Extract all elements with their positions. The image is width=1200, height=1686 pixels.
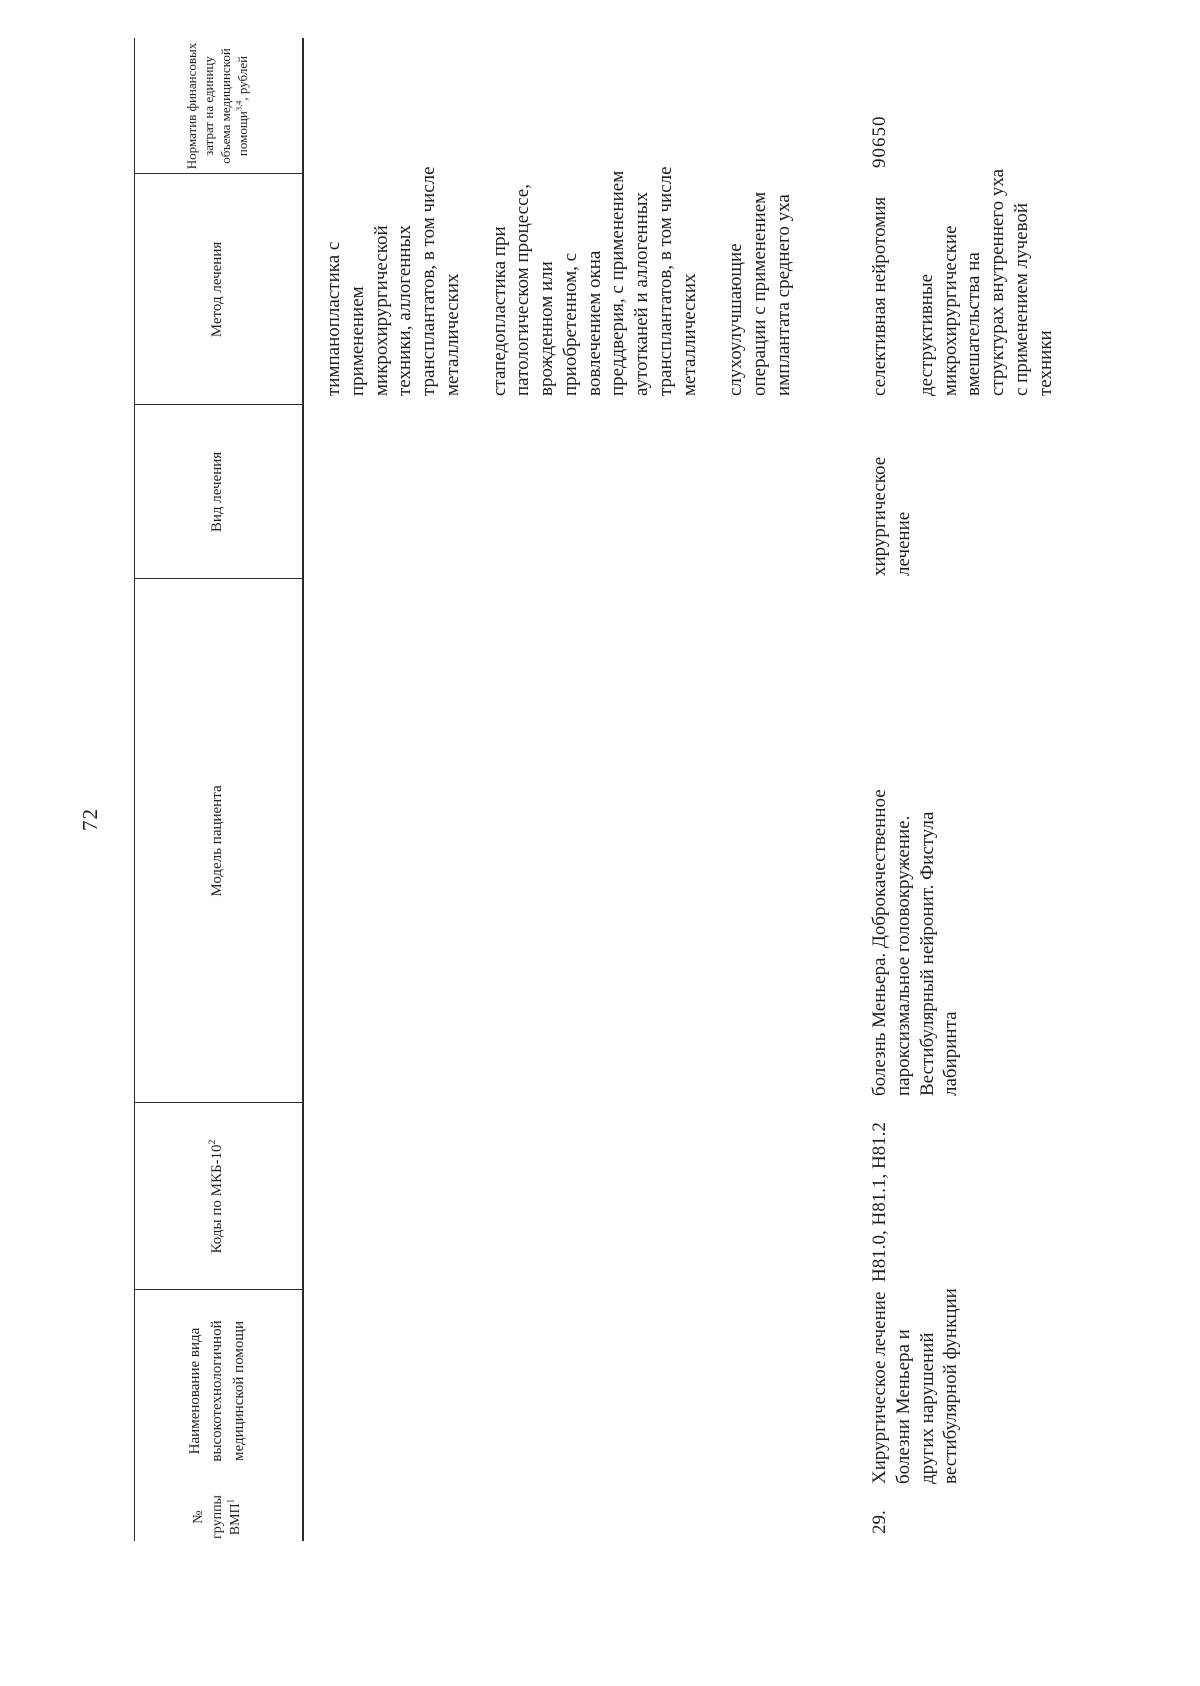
row-29-vmp-name: Хирургическое лечение болезни Меньера и других нарушений вестибулярной функции [869, 1288, 962, 1484]
continued-methods-list [322, 166, 796, 396]
row-29-patient-model: болезнь Меньера. Доброкачественное пароксизмальное головокружение. Вестибулярный нейронит. Фистула лабиринта [869, 789, 962, 1096]
header-patient-model: Модель пациента [209, 785, 226, 897]
row-29-number: 29. [869, 1510, 890, 1534]
header-treatment-method: Метод лечения [209, 241, 226, 338]
row-29-methods-list [868, 166, 1057, 396]
header-cost-standard: Норматив финансовых затрат на единицу объема медицинской помощи$^{3,4}$, рублей [184, 42, 250, 170]
method-selective-neurotomy: селективная нейротомия [869, 196, 890, 396]
row-29-cost: 90650 [869, 115, 890, 168]
header-bottom-rule [302, 38, 304, 1541]
header-treatment-type: Вид лечения [209, 451, 226, 533]
header-mkb-codes: Коды по МКБ-$10^2$ [207, 1139, 226, 1254]
method-destructive-microsurgery: деструктивные микрохирургические вмешательства на структурах внутреннего уха с применением лучевой техники [915, 168, 1056, 396]
method-tympanoplasty: тимпанопластика с применением микрохирургической техники, аллогенных трансплантатов, в том числе металлических [323, 166, 463, 396]
table-top-rule [134, 38, 135, 1541]
method-stapedoplasty: стапедопластика при патологическом процессе, врожденном или приобретенном, с вовлечением окна преддверия, с применением аутотканей и аллогенных трансплантатов, в том числе металлических [488, 166, 700, 396]
method-hearing-improving-operations: слухоулучшающие операции с применением имплантата среднего уха [725, 191, 794, 396]
row-29-treatment-type: хирургическое лечение [869, 456, 914, 576]
page-number: 72 [78, 808, 102, 831]
header-group-no: № группы ВМП$^1$ [190, 1495, 244, 1539]
header-vmp-name: Наименование вида высокотехнологичной медицинской помощи [187, 1320, 247, 1462]
row-29-mkb-codes: H81.0, H81.1, H81.2 [869, 1122, 890, 1282]
